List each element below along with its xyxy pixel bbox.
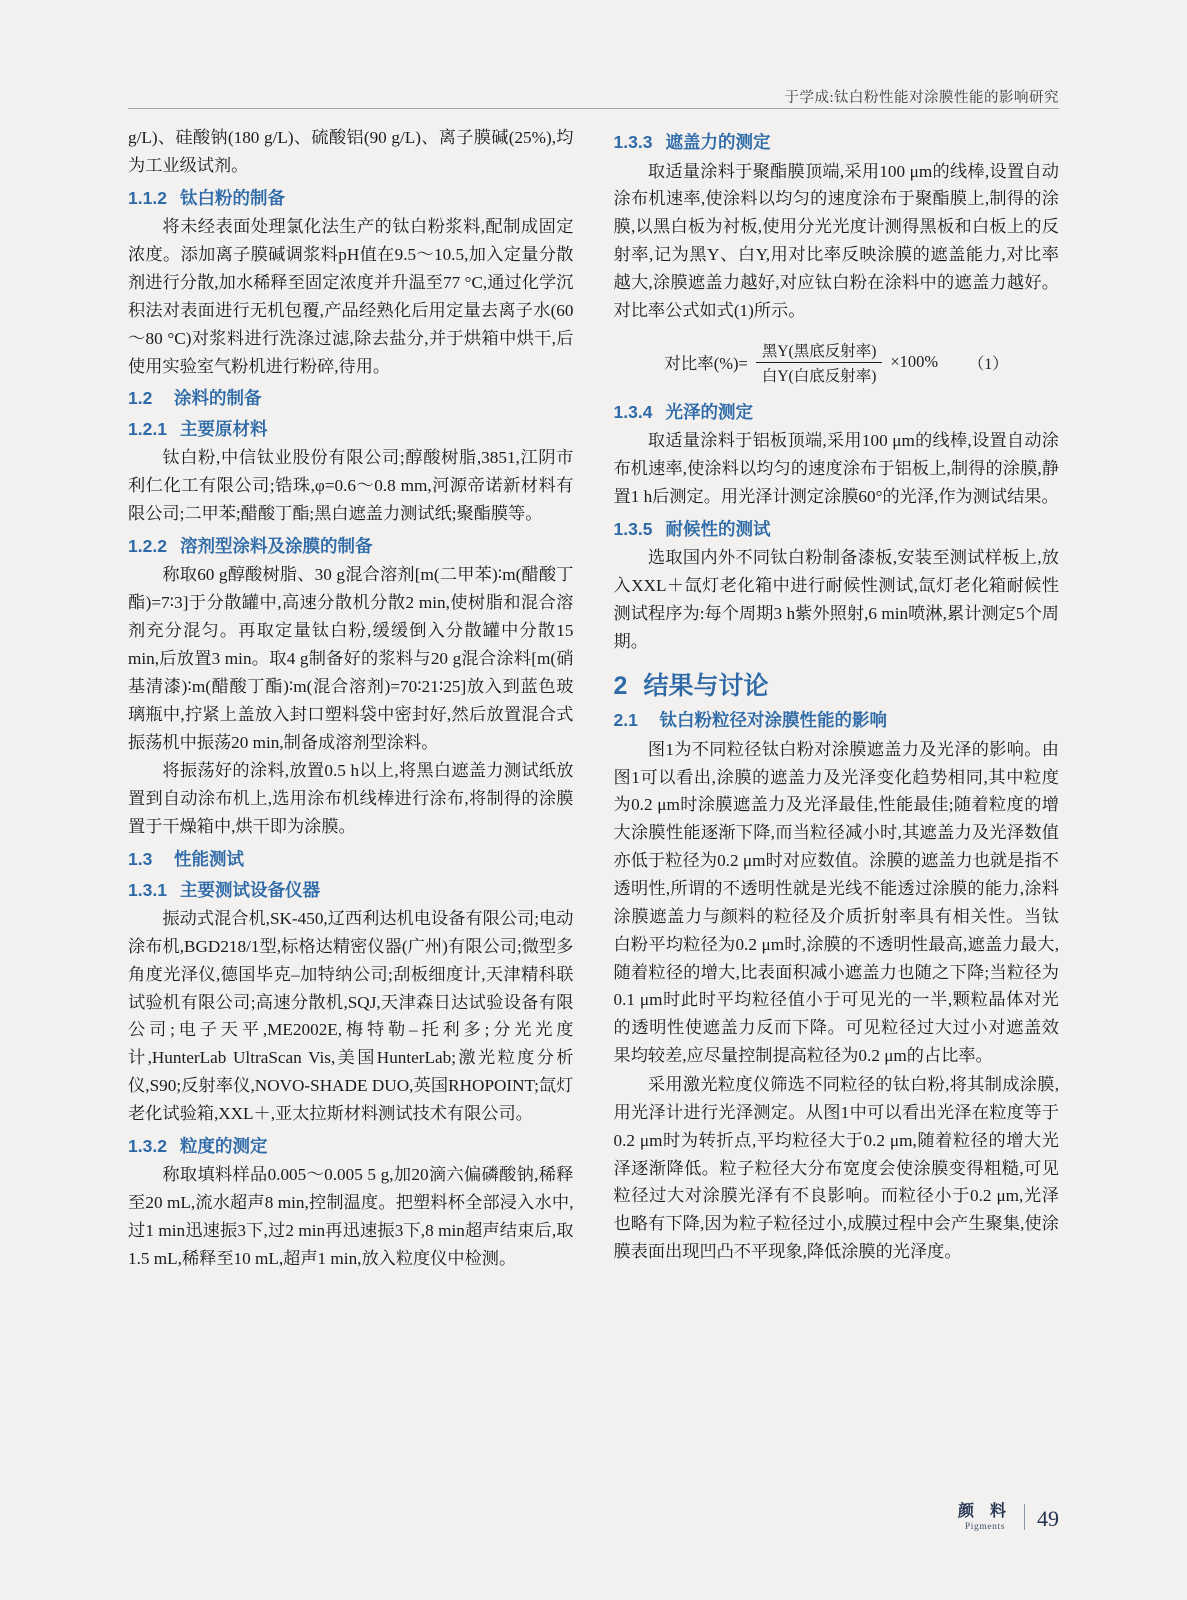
paragraph: 钛白粉,中信钛业股份有限公司;醇酸树脂,3851,江阴市利仁化工有限公司;锆珠,φ=0.6～0.8 mm,河源帝诺新材料有限公司;二甲苯;醋酸丁酯;黑白遮盖力测试纸;聚酯膜等。 <box>128 448 574 524</box>
equation-numerator: 黑Y(黑底反射率) <box>761 342 877 360</box>
section-number: 1.3.3 <box>613 132 653 152</box>
paragraph: 称取60 g醇酸树脂、30 g混合溶剂[m(二甲苯)∶m(醋酸丁酯)=7∶3]于分散罐中,高速分散机分散2 min,使树脂和混合溶剂充分混匀。再取定量钛白粉,缓缓倒入分散罐中分散15 min,后放置3 min。取4 g制备好的浆料与20 g混合涂料[m(硝基清漆)∶m(醋酸丁酯)∶m(混合溶剂)=70∶21∶25]放入到蓝色玻璃瓶中,拧紧上盖放入封口塑料袋中密封好,然后放置混合式振荡机中振荡20 min,制备成溶剂型涂料。 <box>128 565 574 752</box>
journal-brand <box>958 1498 1012 1532</box>
paragraph: 将振荡好的涂料,放置0.5 h以上,将黑白遮盖力测试纸放置到自动涂布机上,选用涂布机线棒进行涂布,将制得的涂膜置于干燥箱中,烘干即为涂膜。 <box>128 761 574 837</box>
section-title: 粒度的测定 <box>180 1135 268 1156</box>
equation-rhs: ×100% <box>890 352 939 372</box>
section-heading-1-3-3 <box>614 130 1060 155</box>
section-number: 1.2.2 <box>128 535 167 556</box>
equation-contrast-ratio <box>614 339 1060 386</box>
section-title: 结果与讨论 <box>643 671 769 700</box>
paragraph: 称取填料样品0.005～0.005 5 g,加20滴六偏磷酸钠,稀释至20 mL,流水超声8 min,控制温度。把塑料杯全部浸入水中,过1 min迅速振3下,过2 min再迅速振3下,8 min超声结束后,取1.5 mL,稀释至10 mL,超声1 min,放入粒度仪中检测。 <box>128 1165 574 1268</box>
paragraph: 采用激光粒度仪筛选不同粒径的钛白粉,将其制成涂膜,用光泽计进行光泽测定。从图1中可以看出光泽在粒度等于0.2 μm时为转折点,平均粒径大于0.2 μm,随着粒径的增大光泽逐渐降低。粒子粒径大分布宽度会使涂膜变得粗糙,可见粒径过大对涂膜光泽有不良影响。而粒径小于0.2 μm,光泽也略有下降,因为粒子粒径过小,成膜过程中会产生聚集,使涂膜表面出现凹凸不平现象,降低涂膜的光泽度。 <box>613 1074 1059 1262</box>
section-heading-1-2-1 <box>128 417 574 442</box>
two-column-body <box>128 124 1059 1274</box>
section-number: 1.1.2 <box>128 187 167 208</box>
section-number: 1.2 <box>128 388 153 409</box>
section-number: 1.3.1 <box>128 879 167 900</box>
section-title: 遮盖力的测定 <box>665 132 771 152</box>
section-number: 1.3.4 <box>613 401 653 422</box>
header-divider <box>128 108 1059 109</box>
section-title: 耐候性的测试 <box>665 518 771 539</box>
section-title: 光泽的测定 <box>665 401 753 422</box>
equation-lhs: 对比率(%)= <box>664 354 748 374</box>
section-title: 主要原材料 <box>180 418 268 439</box>
page-number: 49 <box>1037 1506 1059 1531</box>
equation-fraction <box>756 339 883 386</box>
section-heading-1-3-5 <box>614 517 1060 542</box>
equation-number: （1） <box>968 355 1009 373</box>
journal-name-cn: 颜 料 <box>957 1503 1012 1520</box>
journal-name-en: Pigments <box>964 1522 1006 1532</box>
paragraph: 图1为不同粒径钛白粉对涂膜遮盖力及光泽的影响。由图1可以看出,涂膜的遮盖力及光泽变化趋势相同,其中粒度为0.2 μm时涂膜遮盖力及光泽最佳,性能最佳;随着粒度的增大涂膜性能逐渐下降,而当粒径减小时,其遮盖力及光泽数值亦低于粒径为0.2 μm时对应数值。涂膜的遮盖力也就是指不透明性,所谓的不透明性就是光线不能透过涂膜的能力,涂料涂膜遮盖力与颜料的粒径及介质折射率具有相关性。当钛白粉平均粒径为0.2 μm时,涂膜的不透明性最高,遮盖力最大,随着粒径的增大,比表面积减小遮盖力也随之下降;当粒径为0.1 μm时此时平均粒径值小于可见光的一半,颗粒晶体对光的透明性使遮盖力反而下降。可见粒径过大过小对遮盖效果均较差,应尽量控制提高粒径为0.2 μm的占比率。 <box>613 739 1059 1066</box>
paragraph: 将未经表面处理氯化法生产的钛白粉浆料,配制成固定浓度。添加离子膜碱调浆料pH值在9.5～10.5,加入定量分散剂进行分散,加水稀释至固定浓度并升温至77 °C,通过化学沉积法对表面进行无机包覆,产品经熟化后用定量去离子水(60～80 °C)对浆料进行洗涤过滤,除去盐分,并于烘箱中烘干,后使用实验室气粉机进行粉碎,待用。 <box>128 217 574 376</box>
section-heading-1-1-2 <box>128 186 574 211</box>
section-heading-1-3-1 <box>128 878 574 903</box>
section-heading-1-3 <box>128 847 574 872</box>
section-number: 2.1 <box>613 710 638 731</box>
section-title: 溶剂型涂料及涂膜的制备 <box>180 535 373 556</box>
section-heading-2-1 <box>614 708 1060 733</box>
section-heading-2 <box>614 670 1060 703</box>
page-footer <box>958 1498 1059 1532</box>
section-title: 钛白粉粒径对涂膜性能的影响 <box>659 710 887 731</box>
section-number: 1.3.2 <box>128 1135 167 1156</box>
section-title: 钛白粉的制备 <box>180 187 285 208</box>
footer-divider <box>1024 1504 1025 1530</box>
section-number: 1.3 <box>128 849 153 870</box>
paragraph: 振动式混合机,SK-450,辽西利达机电设备有限公司;电动涂布机,BGD218/1型,标格达精密仪器(广州)有限公司;微型多角度光泽仪,德国毕克–加特纳公司;刮板细度计,天津精科联试验机有限公司;高速分散机,SQJ,天津森日达试验设备有限公司;电子天平,ME2002E,梅特勒–托利多;分光光度计,HunterLab UltraScan Vis,美国HunterLab;激光粒度分析仪,S90;反射率仪,NOVO-SHADE DUO,英国RHOPOINT;氙灯老化试验箱,XXL＋,亚太拉斯材料测试技术有限公司。 <box>128 909 574 1124</box>
section-title: 涂料的制备 <box>174 388 262 409</box>
left-column <box>128 124 574 1274</box>
paragraph: g/L)、硅酸钠(180 g/L)、硫酸铝(90 g/L)、离子膜碱(25%),均为工业级试剂。 <box>128 128 574 175</box>
section-number: 2 <box>613 671 628 700</box>
running-head: 于学成:钛白粉性能对涂膜性能的影响研究 <box>784 90 1059 106</box>
paragraph: 取适量涂料于聚酯膜顶端,采用100 μm的线棒,设置自动涂布机速率,使涂料以均匀的速度涂布于聚酯膜上,制得的涂膜,以黑白板为衬板,使用分光光度计测得黑板和白板上的反射率,记为黑Y、白Y,用对比率反映涂膜的遮盖能力,对比率越大,涂膜遮盖力越好,对应钛白粉在涂料中的遮盖力越好。对比率公式如式(1)所示。 <box>613 161 1059 320</box>
section-title: 主要测试设备仪器 <box>180 879 320 900</box>
section-heading-1-3-2 <box>128 1134 574 1159</box>
section-title: 性能测试 <box>174 849 244 870</box>
section-heading-1-3-4 <box>614 400 1060 425</box>
section-number: 1.2.1 <box>128 418 167 439</box>
equation-denominator: 白Y(白底反射率) <box>761 367 877 385</box>
right-column <box>614 124 1060 1274</box>
paragraph: 取适量涂料于铝板顶端,采用100 μm的线棒,设置自动涂布机速率,使涂料以均匀的速度涂布于铝板上,制得的涂膜,静置1 h后测定。用光泽计测定涂膜60°的光泽,作为测试结果。 <box>613 431 1059 506</box>
section-number: 1.3.5 <box>613 518 653 539</box>
section-heading-1-2 <box>128 386 574 411</box>
section-heading-1-2-2 <box>128 534 574 559</box>
paragraph: 选取国内外不同钛白粉制备漆板,安装至测试样板上,放入XXL＋氙灯老化箱中进行耐候性测试,氙灯老化箱耐候性测试程序为:每个周期3 h紫外照射,6 min喷淋,累计测定5个周期。 <box>613 548 1059 651</box>
